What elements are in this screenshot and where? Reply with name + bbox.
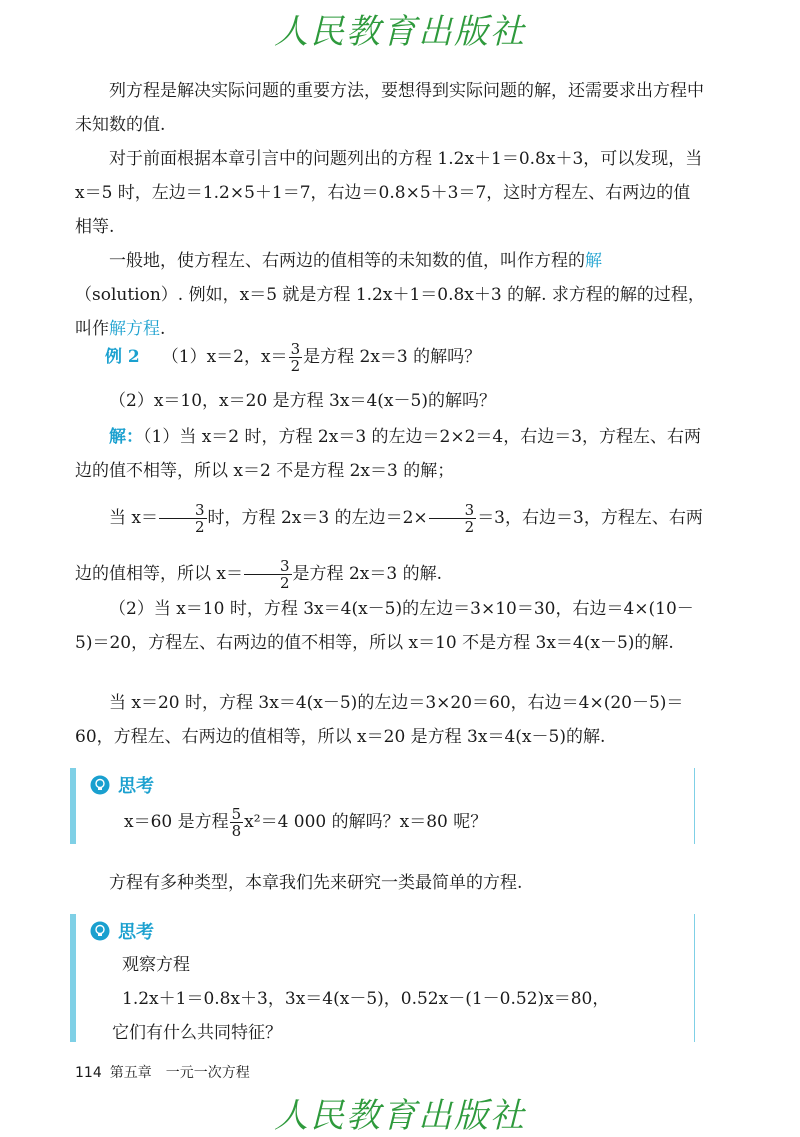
example-label: 例 2	[105, 347, 140, 367]
term-solution: 解	[585, 251, 602, 271]
term-solve-equation: 解方程	[109, 319, 160, 339]
think2-line-1: 观察方程	[122, 955, 190, 975]
think-body-2	[76, 948, 694, 1050]
lightbulb-icon	[90, 921, 110, 941]
definition-text-b: （solution）. 例如，x＝5 就是方程 1.2x＋1＝0.8x＋3 的解. 求方程的解的过程，叫作	[75, 285, 705, 339]
think-header-1	[76, 768, 694, 802]
lightbulb-icon	[90, 775, 110, 795]
publisher-watermark-bottom: 人民教育出版社	[274, 1096, 526, 1136]
think-box-1	[70, 768, 695, 844]
think-title-2: 思考	[118, 922, 154, 943]
fraction-3-2: $\frac{3}{2}$	[290, 340, 301, 375]
paragraph-definition	[75, 244, 705, 346]
solution-part-1b: 当 x＝ $\frac{3}{2}$ 时，方程 2x＝3 的左边＝2× $\frac{3}{2}$ ＝3，右边＝3，方程左、右两边的值相等，所以 x＝ $\frac{3}{2}$ 是方程 2x＝3 的解.	[75, 501, 703, 592]
think-body-1	[76, 802, 694, 842]
definition-text-a: 一般地，使方程左、右两边的值相等的未知数的值，叫作方程的	[109, 251, 585, 271]
page-footer	[75, 1062, 250, 1082]
page-number: 114	[75, 1065, 102, 1081]
q1-text-b: 是方程 2x＝3 的解吗？	[303, 347, 482, 367]
think-header-2	[76, 914, 694, 948]
solution-label: 解：	[109, 427, 143, 447]
example-question-1	[75, 340, 705, 374]
paragraph-example-eq: 对于前面根据本章引言中的问题列出的方程 1.2x＋1＝0.8x＋3，可以发现，当 x＝5 时，左边＝1.2×5＋1＝7，右边＝0.8×5＋3＝7，这时方程左、右两边的值相等.	[75, 149, 703, 237]
chapter-title: 第五章 一元一次方程	[109, 1065, 250, 1081]
definition-text-c: .	[160, 319, 166, 339]
paragraph-intro: 列方程是解决实际问题的重要方法，要想得到实际问题的解，还需要求出方程中未知数的值.	[75, 81, 704, 135]
example-question-2: （2）x＝10，x＝20 是方程 3x＝4(x－5)的解吗？	[109, 391, 496, 411]
think-box-2	[70, 914, 695, 1042]
solution-part-2b: 当 x＝20 时，方程 3x＝4(x－5)的左边＝3×20＝60，右边＝4×(20－5)＝60，方程左、右两边的值相等，所以 x＝20 是方程 3x＝4(x－5)的解.	[75, 693, 684, 747]
solution-part-2: （2）当 x＝10 时，方程 3x＝4(x－5)的左边＝3×10＝30，右边＝4×(10－5)＝20，方程左、右两边的值不相等，所以 x＝10 不是方程 3x＝4(x－5)的解.	[75, 599, 694, 653]
solution-part-1: 解：（1）当 x＝2 时，方程 2x＝3 的左边＝2×2＝4，右边＝3，方程左、右两边的值不相等，所以 x＝2 不是方程 2x＝3 的解；	[75, 427, 702, 481]
think2-line-2: 1.2x＋1＝0.8x＋3，3x＝4(x－5)，0.52x－(1－0.52)x＝80，	[122, 989, 610, 1009]
think2-line-3: 它们有什么共同特征？	[112, 1023, 282, 1043]
q1-text-a: （1）x＝2，x＝	[161, 347, 288, 367]
think-question-1: x＝60 是方程 $\frac{5}{8}$ x²＝4 000 的解吗？x＝80 呢？	[124, 805, 488, 840]
paragraph-types: 方程有多种类型，本章我们先来研究一类最简单的方程.	[109, 873, 523, 893]
publisher-watermark-top: 人民教育出版社	[274, 12, 526, 52]
think-title-1: 思考	[118, 776, 154, 797]
